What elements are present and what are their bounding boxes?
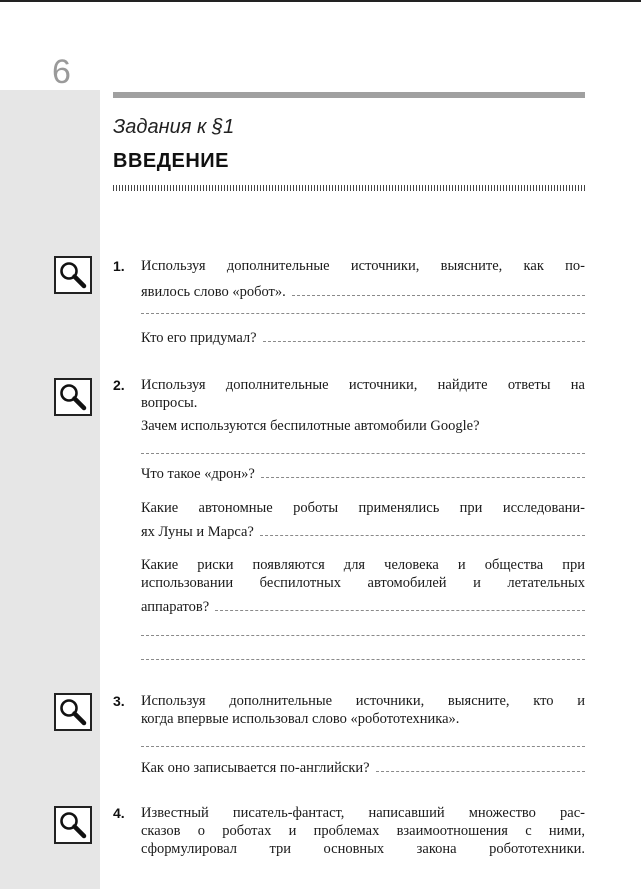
- question-text: Что такое «дрон»?: [141, 466, 255, 482]
- header-bar: [113, 92, 585, 98]
- task-text-line: сформулировал три основных закона робототехники.: [141, 841, 585, 857]
- question-line: Зачем используются беспилотные автомобили Google?: [141, 418, 480, 434]
- task-text-line: когда впервые использовал слово «робототехника».: [141, 711, 460, 727]
- task-text-line: Используя дополнительные источники, выясните, кто и: [141, 693, 585, 709]
- task-number: 3.: [113, 693, 125, 709]
- task-text-line: Используя дополнительные источники, выясните, как по-: [141, 258, 585, 274]
- answer-blank[interactable]: [141, 635, 585, 636]
- question-text: ях Луны и Марса?: [141, 524, 254, 540]
- question-text: аппаратов?: [141, 599, 210, 615]
- magnifier-icon: [54, 806, 92, 844]
- question-line: Какие риски появляются для человека и общества при: [141, 557, 585, 573]
- magnifier-icon: [54, 693, 92, 731]
- magnifier-icon: [54, 256, 92, 294]
- question-text: Кто его придумал?: [141, 330, 257, 346]
- question-line: [141, 329, 585, 347]
- page-number: 6: [52, 53, 71, 91]
- answer-blank[interactable]: [260, 523, 585, 536]
- answer-blank[interactable]: [292, 283, 585, 296]
- task-text-line: сказов о роботах и проблемах взаимоотношения с ними,: [141, 823, 585, 839]
- task-text-line: Используя дополнительные источники, найдите ответы на: [141, 377, 585, 393]
- task-number: 2.: [113, 377, 125, 393]
- task-number: 1.: [113, 258, 125, 274]
- question-line: [141, 465, 585, 483]
- task-text-line: [141, 283, 585, 301]
- question-text: Как оно записывается по-английски?: [141, 760, 370, 776]
- answer-blank[interactable]: [376, 759, 585, 772]
- magnifier-icon: [54, 378, 92, 416]
- answer-blank[interactable]: [263, 329, 585, 342]
- answer-blank[interactable]: [141, 453, 585, 454]
- question-line: использовании беспилотных автомобилей и летательных: [141, 575, 585, 591]
- question-line: [141, 759, 585, 777]
- question-line: [141, 523, 585, 541]
- title-rule: [113, 185, 585, 191]
- question-line: [141, 598, 585, 616]
- answer-blank[interactable]: [215, 598, 585, 611]
- question-line: Какие автономные роботы применялись при исследовани-: [141, 500, 585, 516]
- answer-blank[interactable]: [141, 659, 585, 660]
- task-text-fragment: явилось слово «робот».: [141, 284, 286, 300]
- task-number: 4.: [113, 805, 125, 821]
- left-margin-band: [0, 90, 100, 889]
- page-top-border: [0, 0, 641, 2]
- task-text-line: Известный писатель-фантаст, написавший множество рас-: [141, 805, 585, 821]
- answer-blank[interactable]: [141, 313, 585, 314]
- answer-blank[interactable]: [261, 465, 585, 478]
- section-subtitle: Задания к §1: [113, 116, 235, 138]
- task-text-line: вопросы.: [141, 395, 198, 411]
- answer-blank[interactable]: [141, 746, 585, 747]
- section-title: ВВЕДЕНИЕ: [113, 150, 229, 172]
